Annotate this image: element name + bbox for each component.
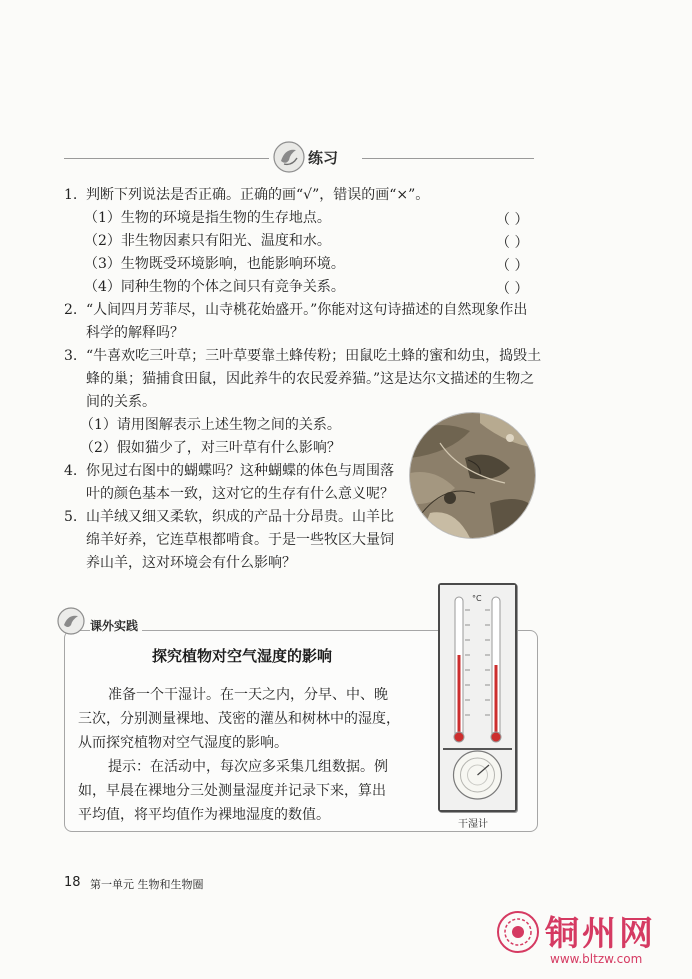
practice-badge-icon <box>56 606 86 636</box>
unit-footer-text: 第一单元 生物和生物圈 <box>90 878 204 891</box>
question-text: 你见过右图中的蝴蝶吗？这种蝴蝶的体色与周围落 <box>86 463 394 479</box>
page-number: 18 <box>64 875 81 890</box>
hygrometer-image <box>438 583 517 812</box>
question-5-continued: 养山羊，这对环境会有什么影响？ <box>86 555 296 571</box>
question-2 <box>64 301 527 319</box>
header-rule-right <box>362 158 534 159</box>
butterfly-photo <box>410 413 535 538</box>
activity-tip-line: 提示：在活动中，每次应多采集几组数据。例 <box>108 759 388 775</box>
q1-item-2: （2）非生物因素只有阳光、温度和水。 <box>84 233 331 249</box>
question-number: 3. <box>64 348 78 364</box>
q1-item-1: （1）生物的环境是指生物的生存地点。 <box>84 210 331 226</box>
question-number: 2. <box>64 302 78 318</box>
q1-item-4-answer-blank: （ ） <box>496 281 529 297</box>
question-text: “人间四月芳菲尽，山寺桃花始盛开。”你能对这句诗描述的自然现象作出 <box>86 302 528 318</box>
q1-item-2-answer-blank: （ ） <box>496 235 529 251</box>
header-rule-left <box>64 158 269 159</box>
question-1 <box>64 186 429 204</box>
watermark-site-name: 铜州网 <box>545 914 656 954</box>
exercise-badge-icon <box>272 140 306 174</box>
activity-body-line: 准备一个干湿计。在一天之内，分早、中、晚 <box>108 687 388 703</box>
exercise-section-title: 练习 <box>308 149 339 167</box>
q1-item-3-answer-blank: （ ） <box>496 258 529 274</box>
watermark-seal-icon <box>496 910 540 954</box>
question-text: 判断下列说法是否正确。正确的画“√”，错误的画“×”。 <box>86 187 430 203</box>
hygrometer-unit-label: °C <box>472 594 482 603</box>
question-number: 4. <box>64 463 78 479</box>
butterfly-on-leaves-image <box>410 413 535 538</box>
q3-sub-2: （2）假如猫少了，对三叶草有什么影响？ <box>80 440 341 456</box>
question-3-continued: 蜂的巢；猫捕食田鼠，因此养牛的农民爱养猫。”这是达尔文描述的生物之 <box>86 371 535 387</box>
question-number: 5. <box>64 509 78 525</box>
question-5-continued: 绵羊好养，它连草根都啃食。于是一些牧区大量饲 <box>86 532 394 548</box>
watermark-url: www.bltzw.com <box>550 952 643 966</box>
hygrometer-illustration <box>440 585 515 810</box>
activity-body-line: 从而探究植物对空气湿度的影响。 <box>78 735 288 751</box>
q1-item-4: （4）同种生物的个体之间只有竞争关系。 <box>84 279 345 295</box>
activity-tip-line: 平均值，将平均值作为裸地湿度的数值。 <box>78 807 330 823</box>
question-2-continued: 科学的解释吗？ <box>86 325 184 341</box>
question-4-continued: 叶的颜色基本一致，这对它的生存有什么意义呢？ <box>86 486 394 502</box>
hygrometer-caption: 干湿计 <box>458 819 488 830</box>
activity-title: 探究植物对空气湿度的影响 <box>152 647 333 665</box>
q1-item-1-answer-blank: （ ） <box>496 212 529 228</box>
question-3 <box>64 347 541 365</box>
activity-body-line: 三次，分别测量裸地、茂密的灌丛和树林中的湿度， <box>78 711 400 727</box>
question-4 <box>64 462 394 480</box>
practice-section-title: 课外实践 <box>90 617 142 634</box>
q1-item-3: （3）生物既受环境影响，也能影响环境。 <box>84 256 345 272</box>
question-text: “牛喜欢吃三叶草；三叶草要靠土蜂传粉；田鼠吃土蜂的蜜和幼虫，捣毁土 <box>86 348 542 364</box>
question-text: 山羊绒又细又柔软，织成的产品十分昂贵。山羊比 <box>86 509 394 525</box>
question-5 <box>64 508 394 526</box>
question-3-continued: 间的关系。 <box>86 394 156 410</box>
activity-tip-line: 如，早晨在裸地分三处测量湿度并记录下来，算出 <box>78 783 386 799</box>
question-number: 1. <box>64 187 78 203</box>
q3-sub-1: （1）请用图解表示上述生物之间的关系。 <box>80 417 341 433</box>
